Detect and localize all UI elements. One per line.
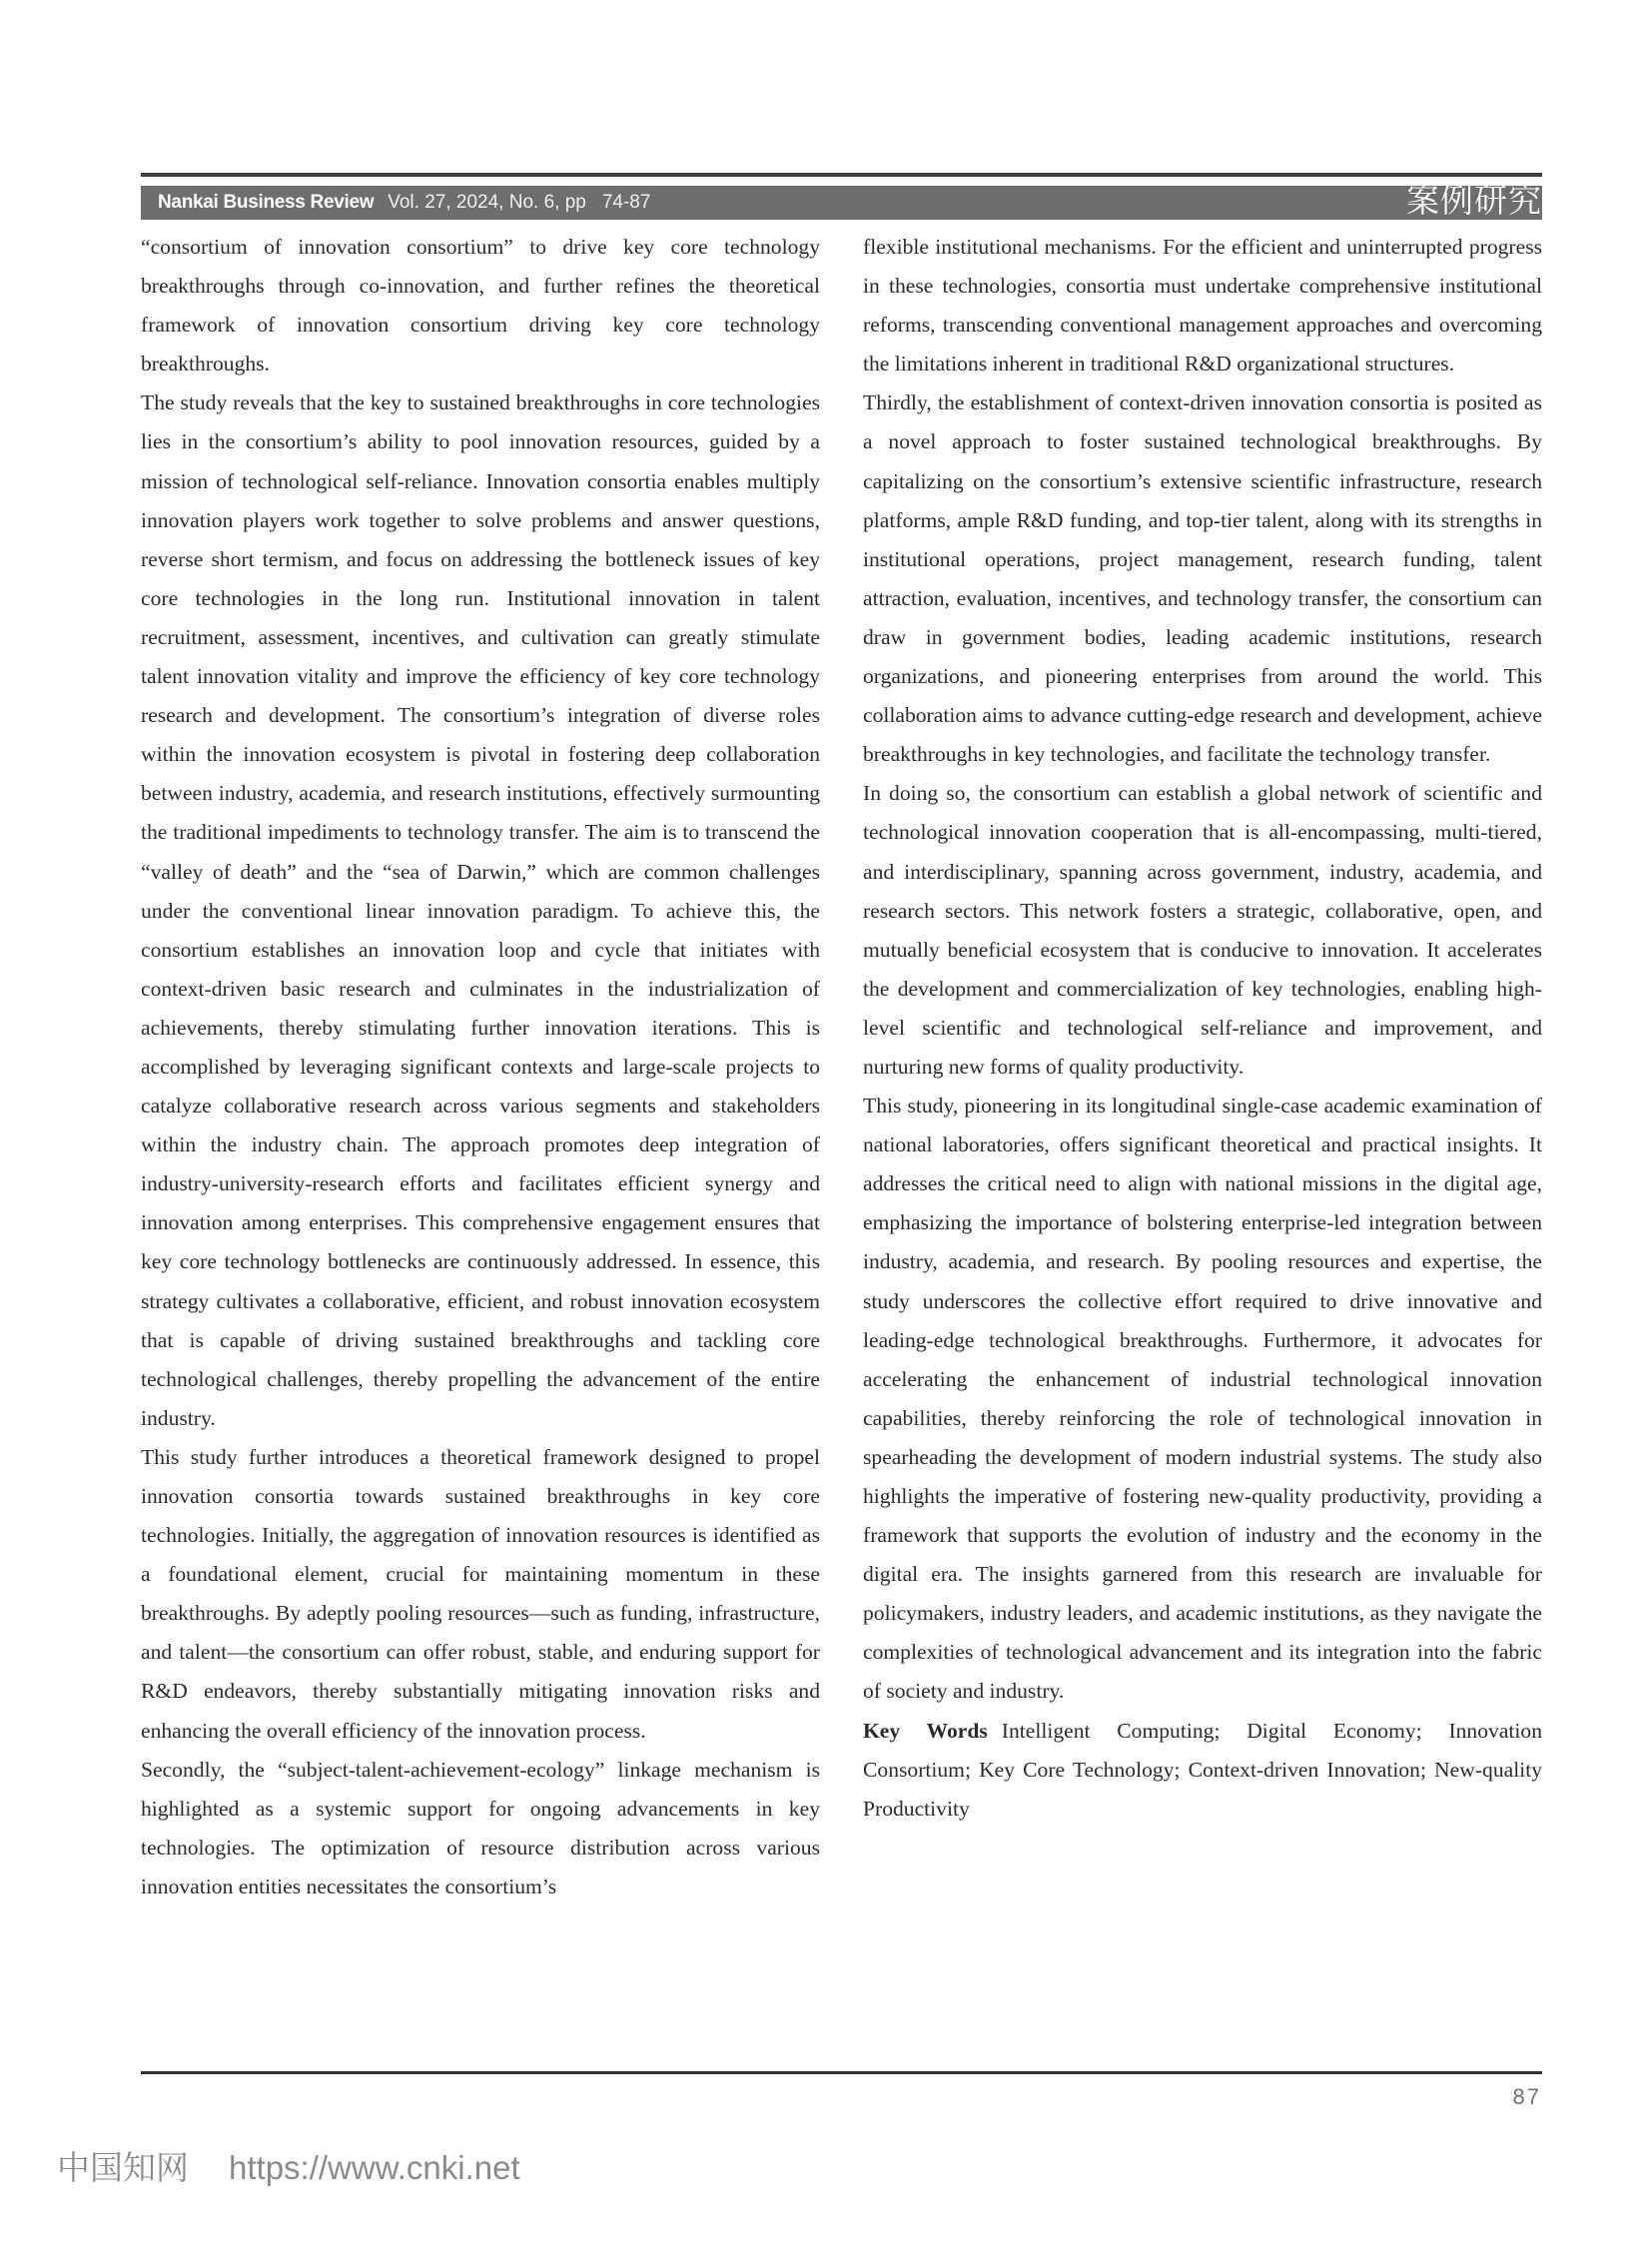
running-header (158, 188, 650, 218)
keywords-text: Intelligent Computing; Digital Economy; Innovation Consortium; Key Core Technology; Context-driven Innovation; New-quality Productivity (863, 1718, 1542, 1821)
paragraph: Secondly, the “subject-talent-achievement-ecology” linkage mechanism is highlighted as a systemic support for ongoing advancements in key technologies. The optimization of resource distribution across various innovation entities necessitates the consortium’s (141, 1757, 820, 1898)
volume-issue: Vol. 27, 2024, No. 6, pp (388, 192, 586, 213)
cnki-watermark (57, 2145, 520, 2191)
paragraph: “consortium of innovation consortium” to drive key core technology breakthroughs through co-innovation, and further refines the theoretical framework of innovation consortium driving key core technology breakthroughs. (141, 235, 820, 376)
section-title: 案例研究 (1406, 181, 1542, 220)
keywords-label: Key Words (863, 1718, 988, 1743)
footer-rule (141, 2071, 1542, 2074)
header-rule (141, 173, 1542, 177)
paragraph: This study further introduces a theoretical framework designed to propel innovation consortia towards sustained breakthroughs in key core technologies. Initially, the aggregation of innovation resources is identified as a foundational element, crucial for maintaining momentum in these breakthroughs. By adeptly pooling resources—such as funding, infrastructure, and talent—the consortium can offer robust, stable, and enduring support for R&D endeavors, thereby substantially mitigating innovation risks and enhancing the overall efficiency of the innovation process. (141, 1444, 820, 1743)
paragraph: The study reveals that the key to sustained breakthroughs in core technologies lies in the consortium’s ability to pool innovation resources, guided by a mission of technological self-reliance. Innovation consortia enables multiply innovation players work together to solve problems and answer questions, reverse short termism, and focus on addressing the bottleneck issues of key core technologies in the long run. Institutional innovation in talent recruitment, assessment, incentives, and cultivation can greatly stimulate talent innovation vitality and improve the efficiency of key core technology research and development. The consortium’s integration of diverse roles within the innovation ecosystem is pivotal in fostering deep collaboration between industry, academia, and research institutions, effectively surmounting the traditional impediments to technology transfer. The aim is to transcend the “valley of death” and the “sea of Darwin,” which are common challenges under the conventional linear innovation paradigm. To achieve this, the consortium establishes an innovation loop and cycle that initiates with context-driven basic research and culminates in the industrialization of achievements, thereby stimulating further innovation iterations. This is accomplished by leveraging significant contexts and large-scale projects to catalyze collaborative research across various segments and stakeholders within the industry chain. The approach promotes deep integration of industry-university-research efforts and facilitates efficient synergy and innovation among enterprises. This comprehensive engagement ensures that key core technology bottlenecks are continuously addressed. In essence, this strategy cultivates a collaborative, efficient, and robust innovation ecosystem that is capable of driving sustained breakthroughs and tackling core technological challenges, thereby propelling the advancement of the entire industry. (141, 390, 820, 1430)
paragraph: This study, pioneering in its longitudinal single-case academic examination of national laboratories, offers significant theoretical and practical insights. It addresses the critical need to align with national missions in the digital age, emphasizing the importance of bolstering enterprise-led integration between industry, academia, and research. By pooling resources and expertise, the study underscores the collective effort required to drive innovative and leading-edge technological breakthroughs. Furthermore, it advocates for accelerating the enhancement of industrial technological innovation capabilities, thereby reinforcing the role of technological innovation in spearheading the development of modern industrial systems. The study also highlights the imperative of fostering new-quality productivity, providing a framework that supports the evolution of industry and the economy in the digital era. The insights garnered from this research are invaluable for policymakers, industry leaders, and academic institutions, as they navigate the complexities of technological advancement and its integration into the fabric of society and industry. (863, 1094, 1542, 1704)
right-column (863, 228, 1542, 1829)
page-range: 74-87 (601, 192, 651, 213)
journal-name: Nankai Business Review (158, 192, 375, 213)
page-number: 87 (1512, 2084, 1541, 2109)
paragraph: flexible institutional mechanisms. For the efficient and uninterrupted progress in these technologies, consortia must undertake comprehensive institutional reforms, transcending conventional management approaches and overcoming the limitations inherent in traditional R&D organizational structures. (863, 235, 1542, 376)
paragraph: In doing so, the consortium can establish a global network of scientific and technological innovation cooperation that is all-encompassing, multi-tiered, and interdisciplinary, spanning across government, industry, academia, and research sectors. This network fosters a strategic, collaborative, open, and mutually beneficial ecosystem that is conducive to innovation. It accelerates the development and commercialization of key technologies, enabling high-level scientific and technological self-reliance and improvement, and nurturing new forms of quality productivity. (863, 781, 1542, 1079)
watermark-url: https://www.cnki.net (229, 2149, 520, 2186)
left-column (141, 228, 820, 1906)
paragraph: Thirdly, the establishment of context-driven innovation consortia is posited as a novel approach to foster sustained technological breakthroughs. By capitalizing on the consortium’s extensive scientific infrastructure, research platforms, ample R&D funding, and top-tier talent, along with its strengths in institutional operations, project management, research funding, talent attraction, evaluation, incentives, and technology transfer, the consortium can draw in government bodies, leading academic institutions, research organizations, and pioneering enterprises from around the world. This collaboration aims to advance cutting-edge research and development, achieve breakthroughs in key technologies, and facilitate the technology transfer. (863, 390, 1542, 767)
watermark-cn-text: 中国知网 (57, 2148, 189, 2187)
keywords (863, 1712, 1542, 1829)
